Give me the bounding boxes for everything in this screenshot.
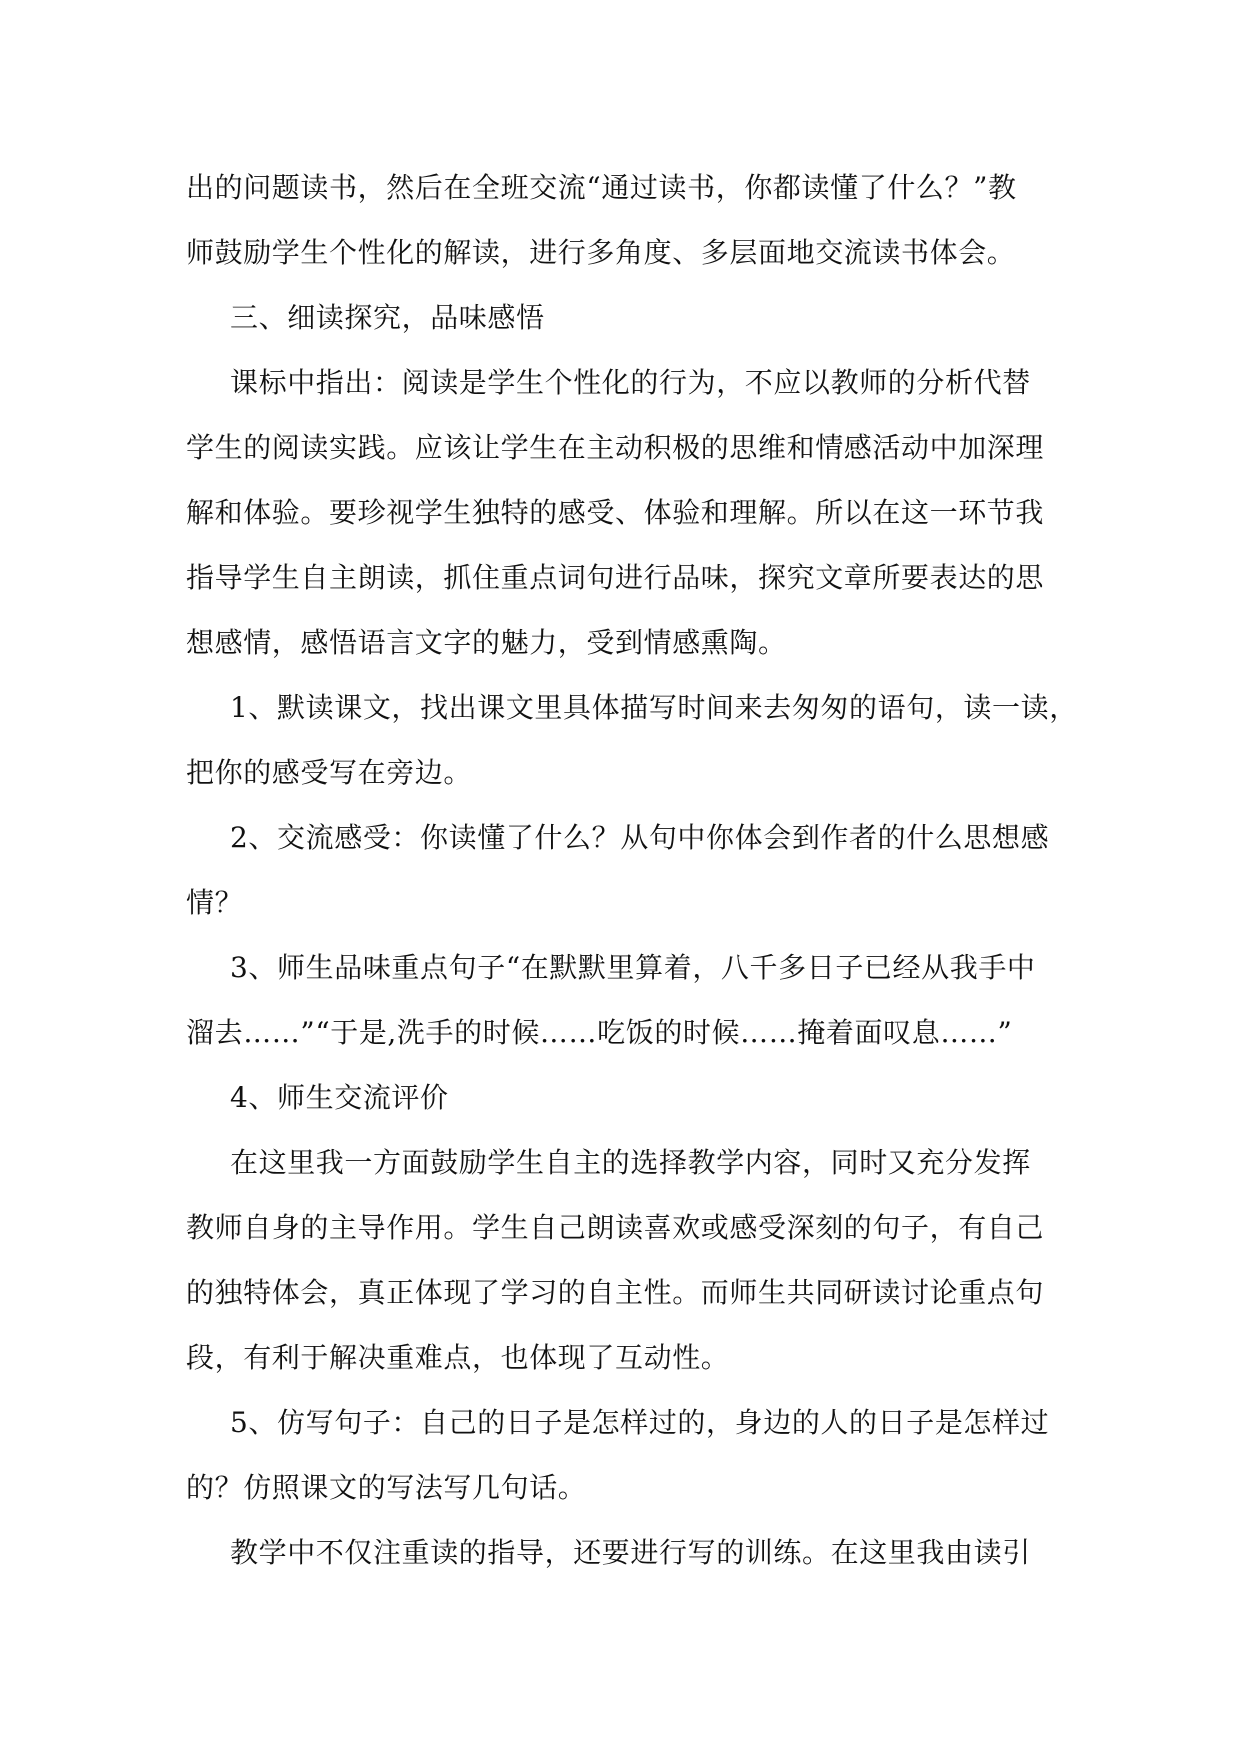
text-line: 把你的感受写在旁边。 (186, 756, 473, 789)
text-line: 想感情，感悟语言文字的魅力，受到情感熏陶。 (186, 626, 787, 659)
list-item: 3、师生品味重点句子“在默默里算着，八千多日子已经从我手中 (230, 951, 1036, 984)
text-line: 溜去……”“于是,洗手的时候……吃饭的时候……掩着面叹息……” (186, 1016, 1013, 1049)
list-item: 5、仿写句子：自己的日子是怎样过的，身边的人的日子是怎样过 (230, 1406, 1050, 1439)
text-line: 的独特体会，真正体现了学习的自主性。而师生共同研读讨论重点句 (186, 1276, 1045, 1309)
text-line: 情？ (186, 886, 244, 919)
document-page (186, 155, 1078, 1585)
text-line: 课标中指出：阅读是学生个性化的行为，不应以教师的分析代替 (230, 366, 1031, 399)
list-item: 2、交流感受：你读懂了什么？从句中你体会到作者的什么思想感 (230, 821, 1050, 854)
text-line: 学生的阅读实践。应该让学生在主动积极的思维和情感活动中加深理 (186, 431, 1045, 464)
section-heading: 三、细读探究，品味感悟 (230, 301, 545, 334)
text-line: 解和体验。要珍视学生独特的感受、体验和理解。所以在这一环节我 (186, 496, 1045, 529)
text-line: 指导学生自主朗读，抓住重点词句进行品味，探究文章所要表达的思 (186, 561, 1045, 594)
text-line: 的？仿照课文的写法写几句话。 (186, 1471, 587, 1504)
text-line: 教师自身的主导作用。学生自己朗读喜欢或感受深刻的句子，有自己 (186, 1211, 1045, 1244)
list-item: 1、默读课文，找出课文里具体描写时间来去匆匆的语句，读一读， (230, 691, 1078, 724)
text-line: 教学中不仅注重读的指导，还要进行写的训练。在这里我由读引 (230, 1536, 1031, 1569)
list-item: 4、师生交流评价 (230, 1081, 449, 1114)
text-line: 师鼓励学生个性化的解读，进行多角度、多层面地交流读书体会。 (186, 236, 1016, 269)
text-line: 出的问题读书，然后在全班交流“通过读书，你都读懂了什么？”教 (186, 171, 1017, 204)
text-line: 在这里我一方面鼓励学生自主的选择教学内容，同时又充分发挥 (230, 1146, 1031, 1179)
text-line: 段，有利于解决重难点，也体现了互动性。 (186, 1341, 730, 1374)
